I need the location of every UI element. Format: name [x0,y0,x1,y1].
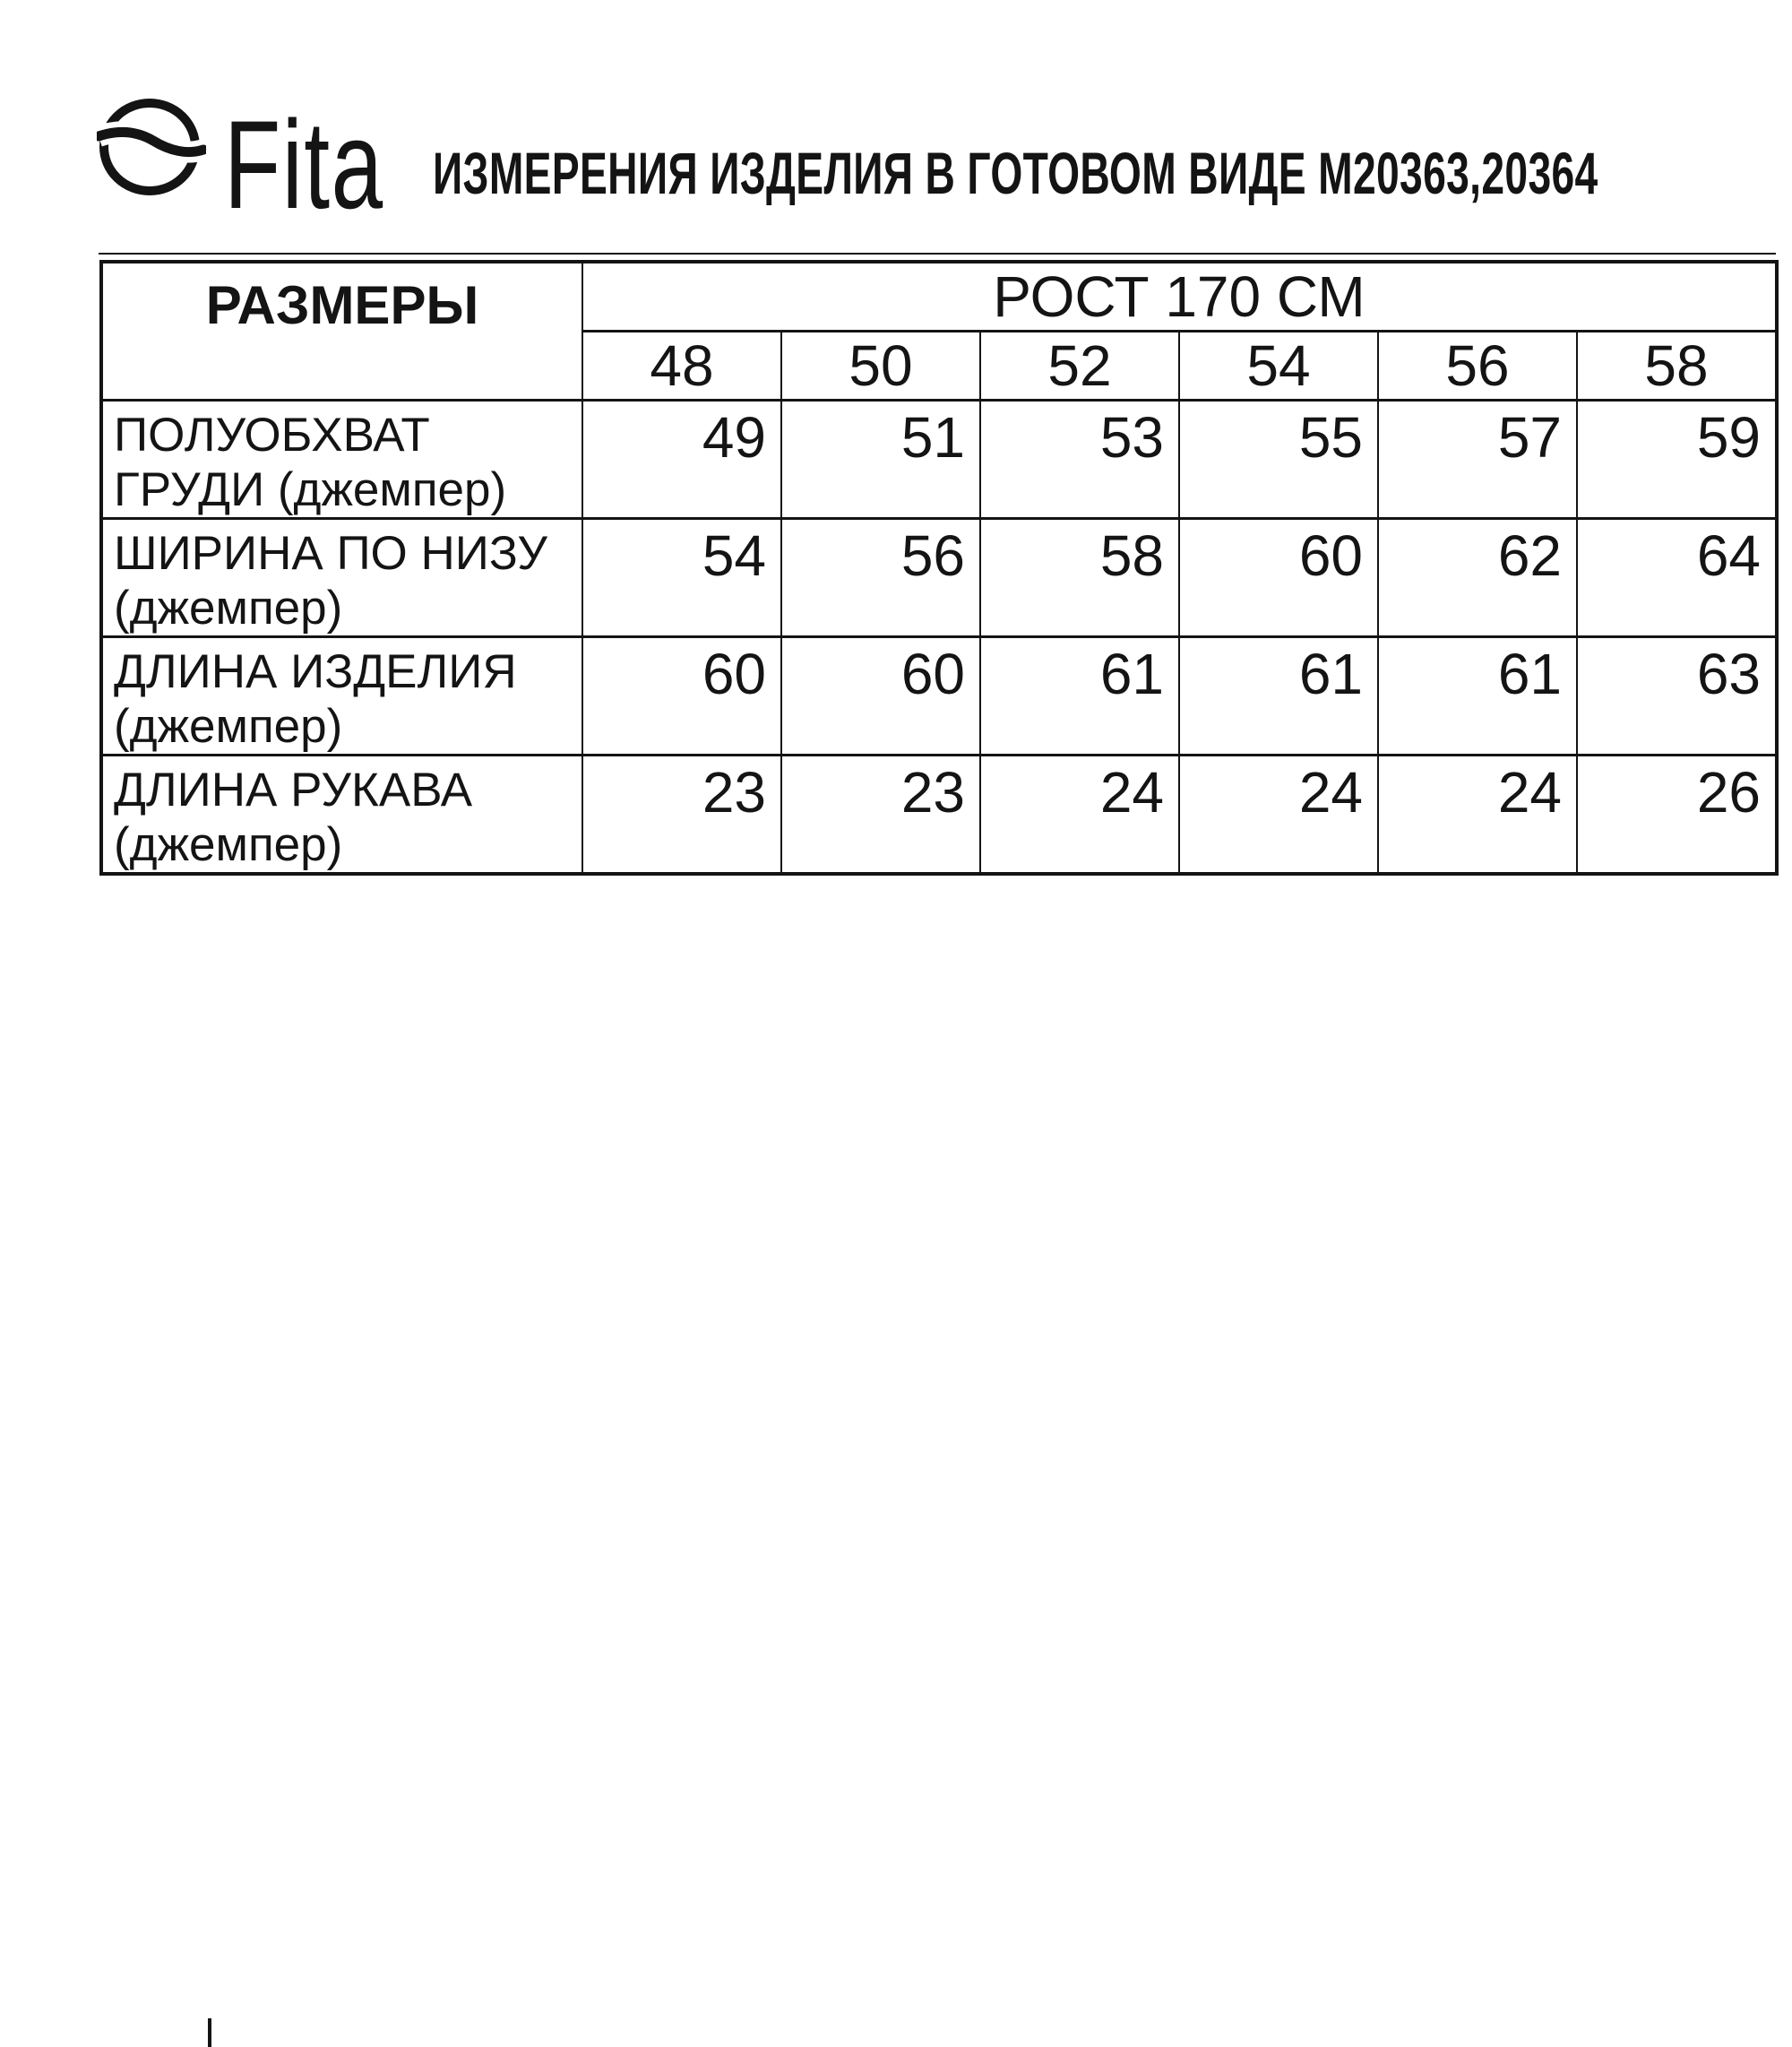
row-label-line1: ДЛИНА ИЗДЕЛИЯ [114,645,517,698]
ellipse-wave-icon [97,99,206,201]
row-label [101,519,582,637]
size-header: 58 [1577,332,1777,401]
value-cell: 60 [582,637,781,756]
value-cell: 51 [781,401,980,519]
row-label [101,401,582,519]
size-header: 50 [781,332,980,401]
row-label-line2: (джемпер) [114,818,343,871]
brand-logo [97,94,384,235]
value-cell: 23 [781,756,980,875]
table-row-sleeve [101,756,1777,875]
row-label-line2: (джемпер) [114,582,343,635]
value-cell: 63 [1577,637,1777,756]
value-cell: 60 [781,637,980,756]
brand-name: Fita [224,94,384,235]
value-cell: 23 [582,756,781,875]
value-cell: 24 [1179,756,1378,875]
value-cell: 24 [1378,756,1577,875]
value-cell: 61 [1378,637,1577,756]
table-top-rule [99,253,1776,255]
table-row-chest [101,401,1777,519]
row-label-line2: ГРУДИ (джемпер) [114,463,507,516]
row-label [101,756,582,875]
row-label-line1: ШИРИНА ПО НИЗУ [114,527,547,580]
value-cell: 61 [980,637,1179,756]
value-cell: 60 [1179,519,1378,637]
table-row-bottom-width [101,519,1777,637]
page-title: ИЗМЕРЕНИЯ ИЗДЕЛИЯ В ГОТОВОМ ВИДЕ М20363,20364 [433,140,1598,206]
value-cell: 54 [582,519,781,637]
value-cell: 55 [1179,401,1378,519]
value-cell: 62 [1378,519,1577,637]
value-cell: 64 [1577,519,1777,637]
value-cell: 24 [980,756,1179,875]
value-cell: 56 [781,519,980,637]
corner-header: РАЗМЕРЫ [101,262,582,401]
row-label-line1: ПОЛУОБХВАТ [114,409,430,462]
size-header: 54 [1179,332,1378,401]
size-header: 56 [1378,332,1577,401]
value-cell: 53 [980,401,1179,519]
height-header: РОСТ 170 СМ [582,262,1777,332]
value-cell: 59 [1577,401,1777,519]
value-cell: 57 [1378,401,1577,519]
value-cell: 26 [1577,756,1777,875]
value-cell: 49 [582,401,781,519]
size-header: 48 [582,332,781,401]
bottom-tick-mark [208,2018,211,2047]
value-cell: 58 [980,519,1179,637]
size-header: 52 [980,332,1179,401]
table-row-length [101,637,1777,756]
row-label [101,637,582,756]
measurements-table [99,260,1779,876]
value-cell: 61 [1179,637,1378,756]
row-label-line2: (джемпер) [114,700,343,753]
row-label-line1: ДЛИНА РУКАВА [114,764,473,816]
